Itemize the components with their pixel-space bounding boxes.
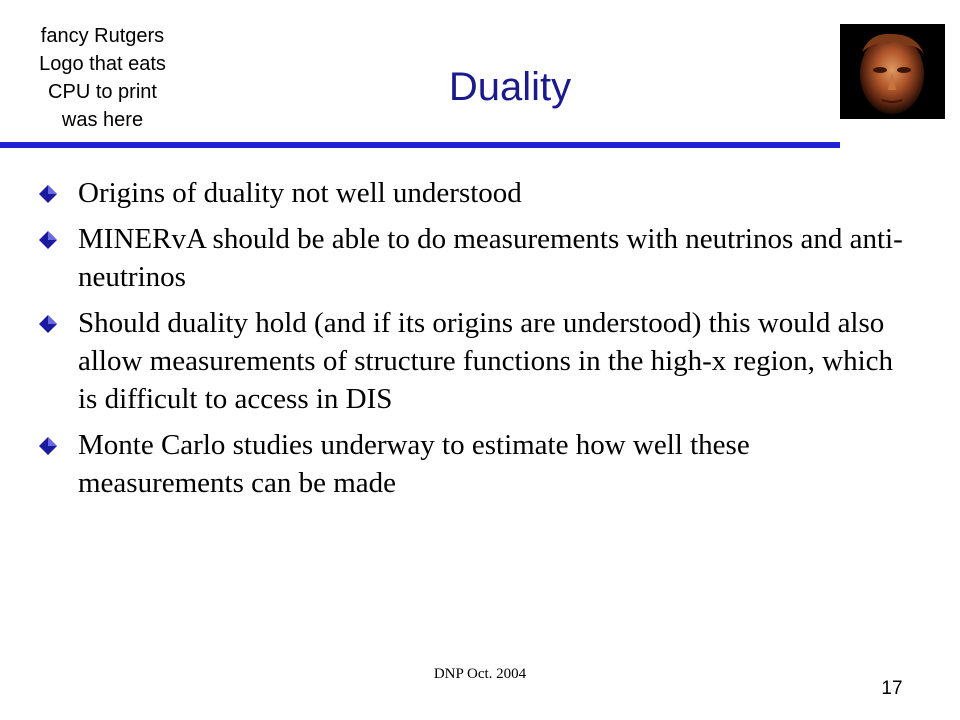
- bullet-item: [38, 304, 918, 418]
- bullet-text: Origins of duality not well understood: [78, 177, 522, 209]
- logo-placeholder-text: fancy Rutgers Logo that eats CPU to print was here: [39, 25, 166, 131]
- bullet-item: [38, 220, 918, 296]
- bullet-text: Monte Carlo studies underway to estimate how well these measurements can be made: [78, 429, 750, 499]
- bullet-item: [38, 426, 918, 502]
- slide-title: Duality: [448, 65, 572, 109]
- bullet-list: [38, 174, 918, 510]
- bullet-text: Should duality hold (and if its origins are understood) this would also allow measurements of structure functions in the high-x region, which is difficult to access in DIS: [78, 307, 894, 415]
- bullet-text: MINERvA should be able to do measurements with neutrinos and anti-neutrinos: [78, 223, 903, 293]
- sculpted-face-image: [840, 24, 945, 119]
- diamond-bullet-icon: [38, 436, 58, 456]
- bullet-item: [38, 174, 918, 212]
- diamond-bullet-icon: [38, 314, 58, 334]
- diamond-bullet-icon: [38, 230, 58, 250]
- page-number: 17: [881, 678, 903, 699]
- footer-conference: DNP Oct. 2004: [433, 666, 527, 682]
- diamond-bullet-icon: [38, 184, 58, 204]
- title-underline-rule: [0, 142, 840, 148]
